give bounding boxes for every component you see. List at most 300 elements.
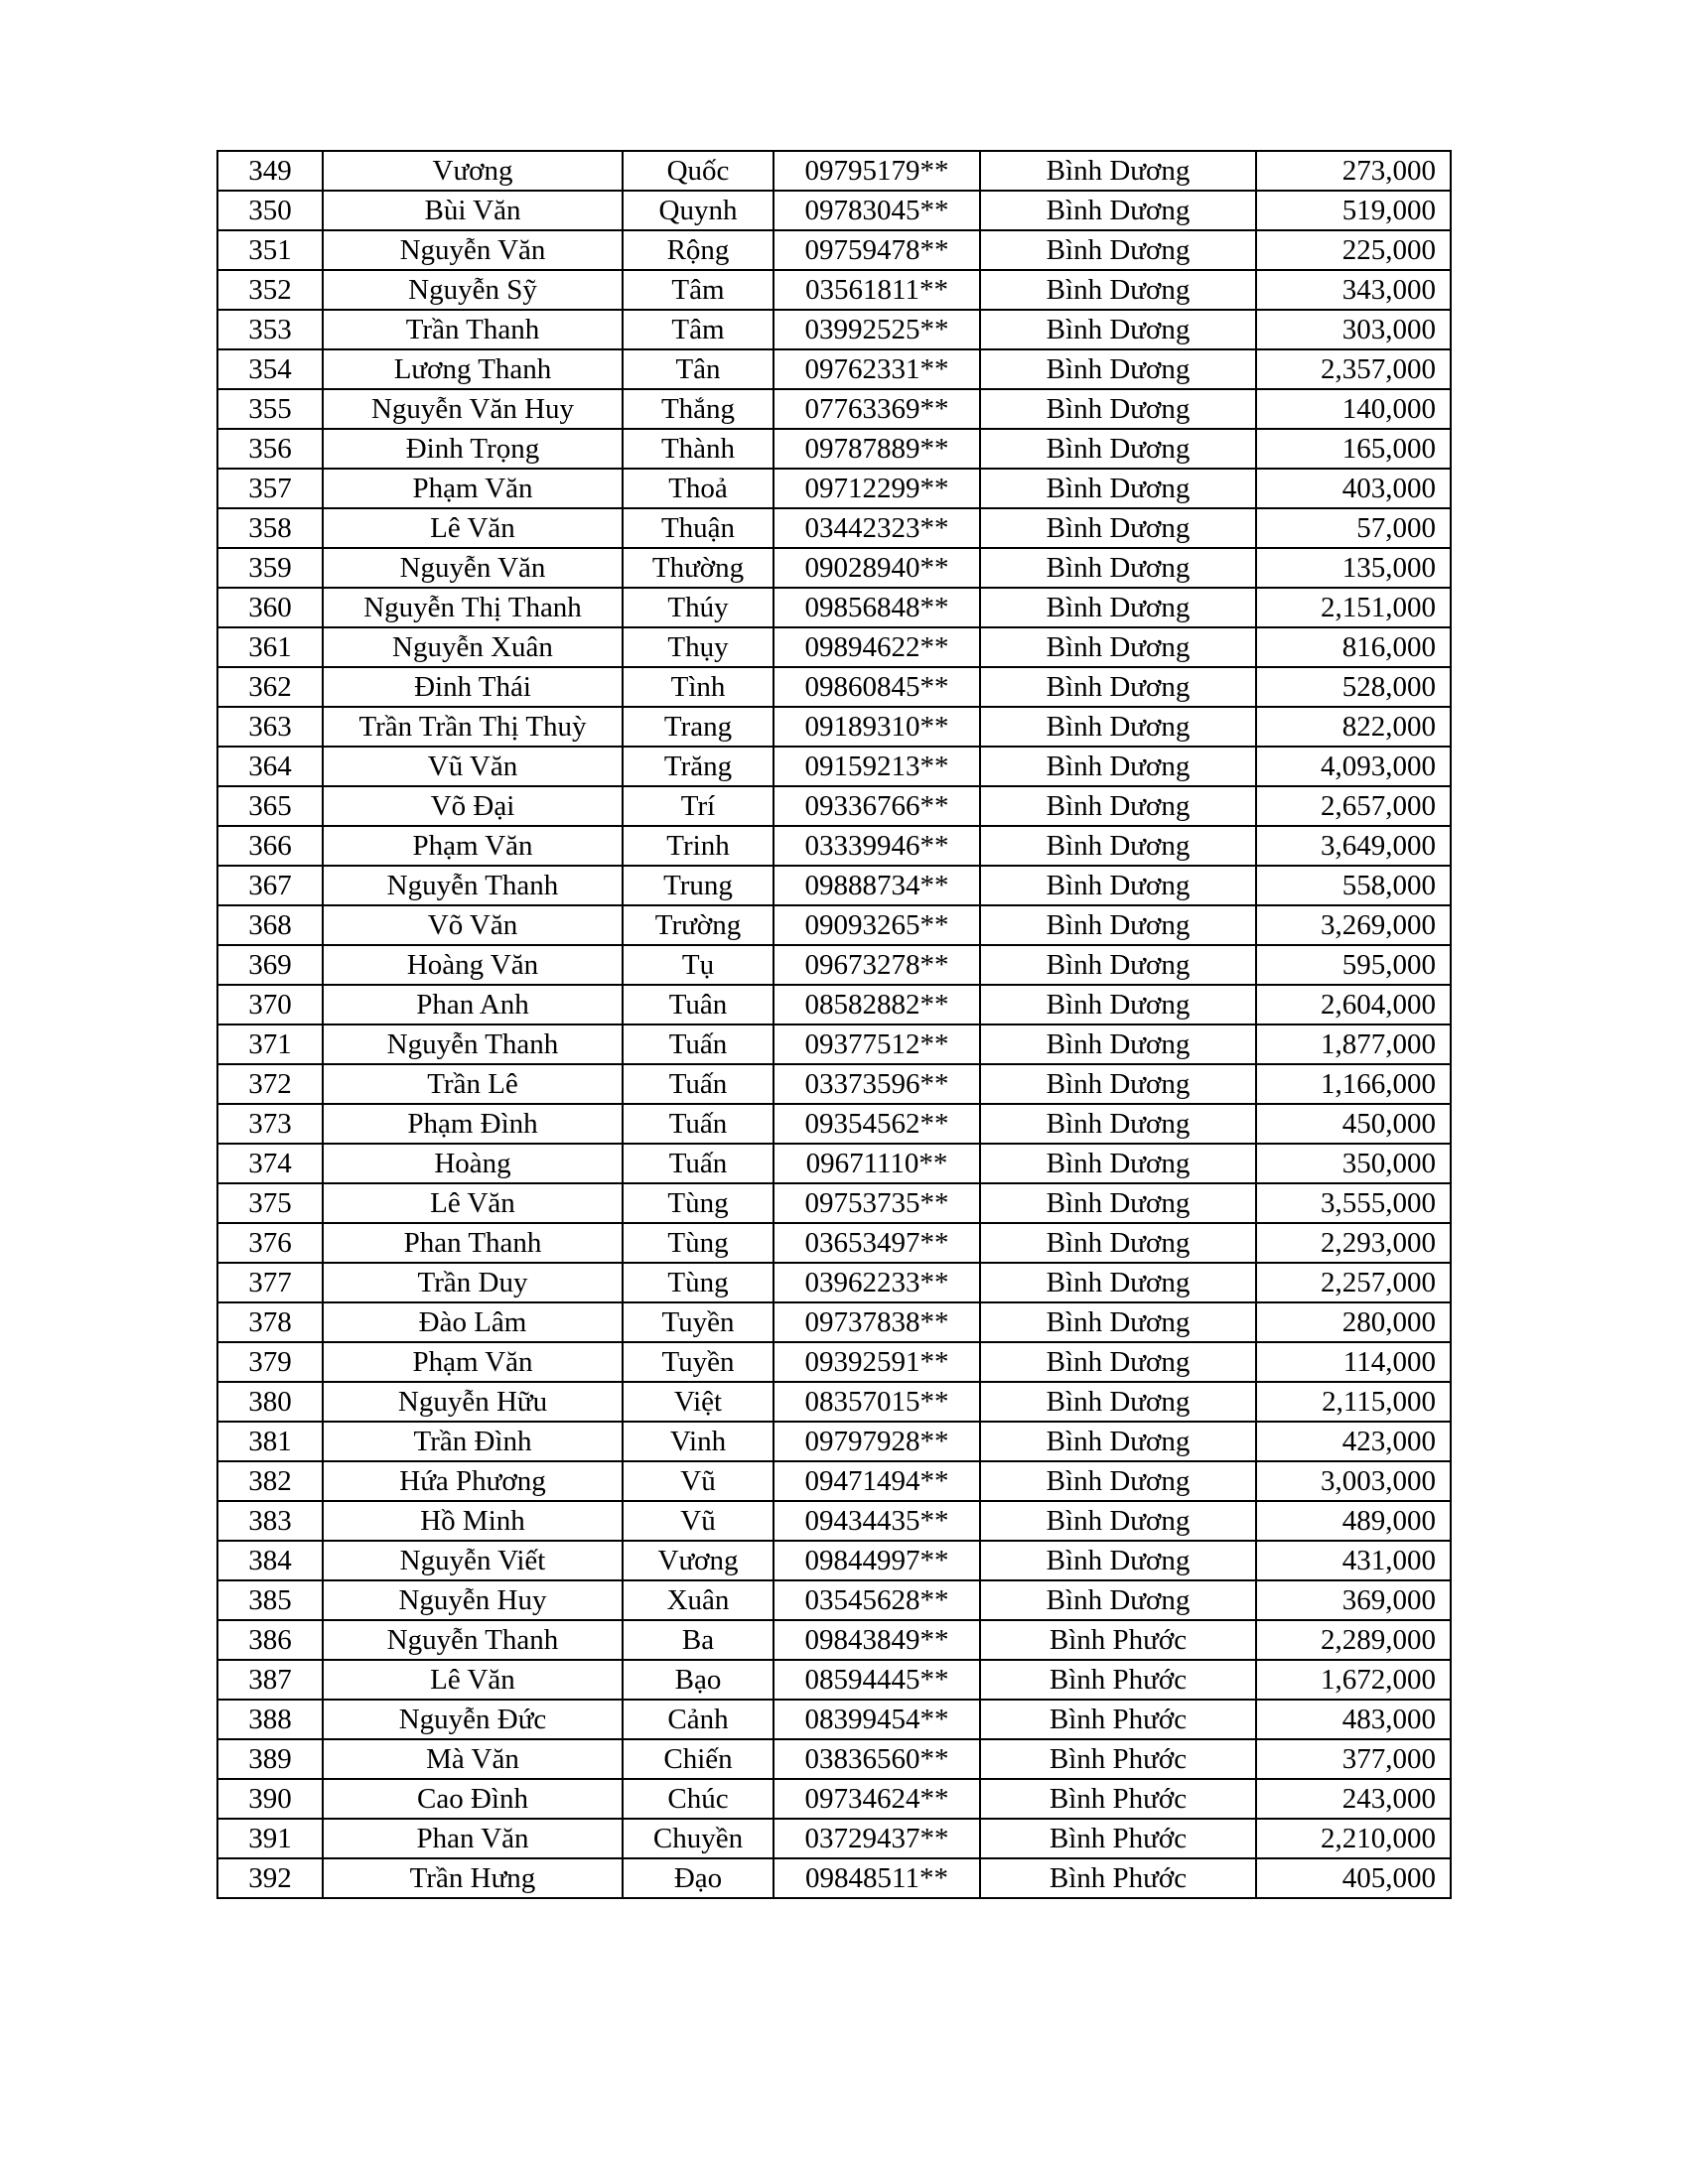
table-row [217,389,1451,429]
phone-cell: 03729437** [774,1819,980,1858]
province-cell: Bình Dương [980,1580,1256,1620]
row-number-cell: 374 [217,1144,323,1183]
phone-cell: 09843849** [774,1620,980,1660]
table-row [217,1779,1451,1819]
surname-cell: Nguyễn Văn [323,230,623,270]
given-name-cell: Cảnh [623,1700,774,1739]
table-row [217,230,1451,270]
province-cell: Bình Dương [980,1501,1256,1541]
amount-cell: 2,657,000 [1256,786,1451,826]
amount-cell: 450,000 [1256,1104,1451,1144]
province-cell: Bình Dương [980,1342,1256,1382]
surname-cell: Cao Đình [323,1779,623,1819]
row-number-cell: 386 [217,1620,323,1660]
surname-cell: Hồ Minh [323,1501,623,1541]
surname-cell: Đào Lâm [323,1302,623,1342]
surname-cell: Trần Lê [323,1064,623,1104]
table-row [217,826,1451,866]
row-number-cell: 375 [217,1183,323,1223]
surname-cell: Nguyễn Huy [323,1580,623,1620]
province-cell: Bình Phước [980,1739,1256,1779]
amount-cell: 2,210,000 [1256,1819,1451,1858]
given-name-cell: Trường [623,905,774,945]
province-cell: Bình Dương [980,310,1256,349]
row-number-cell: 373 [217,1104,323,1144]
row-number-cell: 369 [217,945,323,985]
amount-cell: 519,000 [1256,191,1451,230]
province-cell: Bình Phước [980,1620,1256,1660]
phone-cell: 09753735** [774,1183,980,1223]
given-name-cell: Ba [623,1620,774,1660]
phone-cell: 03836560** [774,1739,980,1779]
phone-cell: 09712299** [774,469,980,508]
amount-cell: 1,166,000 [1256,1064,1451,1104]
given-name-cell: Quốc [623,151,774,191]
amount-cell: 403,000 [1256,469,1451,508]
table-row [217,151,1451,191]
row-number-cell: 378 [217,1302,323,1342]
surname-cell: Phan Thanh [323,1223,623,1263]
amount-cell: 489,000 [1256,1501,1451,1541]
amount-cell: 369,000 [1256,1580,1451,1620]
surname-cell: Bùi Văn [323,191,623,230]
amount-cell: 816,000 [1256,627,1451,667]
row-number-cell: 392 [217,1858,323,1898]
province-cell: Bình Dương [980,1382,1256,1422]
surname-cell: Phan Anh [323,985,623,1024]
surname-cell: Nguyễn Văn [323,548,623,588]
amount-cell: 140,000 [1256,389,1451,429]
amount-cell: 57,000 [1256,508,1451,548]
given-name-cell: Thành [623,429,774,469]
table-row [217,905,1451,945]
phone-cell: 03442323** [774,508,980,548]
table-row [217,1700,1451,1739]
province-cell: Bình Dương [980,667,1256,707]
surname-cell: Trần Thanh [323,310,623,349]
given-name-cell: Tùng [623,1263,774,1302]
row-number-cell: 367 [217,866,323,905]
given-name-cell: Chiến [623,1739,774,1779]
surname-cell: Phạm Đình [323,1104,623,1144]
surname-cell: Lê Văn [323,1660,623,1700]
amount-cell: 528,000 [1256,667,1451,707]
province-cell: Bình Dương [980,1461,1256,1501]
given-name-cell: Trí [623,786,774,826]
province-cell: Bình Dương [980,270,1256,310]
phone-cell: 09759478** [774,230,980,270]
table-row [217,1183,1451,1223]
amount-cell: 4,093,000 [1256,747,1451,786]
amount-cell: 377,000 [1256,1739,1451,1779]
table-row [217,548,1451,588]
surname-cell: Đinh Thái [323,667,623,707]
given-name-cell: Trang [623,707,774,747]
given-name-cell: Trung [623,866,774,905]
given-name-cell: Tùng [623,1183,774,1223]
amount-cell: 483,000 [1256,1700,1451,1739]
row-number-cell: 357 [217,469,323,508]
row-number-cell: 358 [217,508,323,548]
phone-cell: 09671110** [774,1144,980,1183]
province-cell: Bình Dương [980,1144,1256,1183]
table-row [217,747,1451,786]
province-cell: Bình Phước [980,1779,1256,1819]
province-cell: Bình Dương [980,349,1256,389]
given-name-cell: Trinh [623,826,774,866]
amount-cell: 2,257,000 [1256,1263,1451,1302]
phone-cell: 09028940** [774,548,980,588]
province-cell: Bình Dương [980,1541,1256,1580]
amount-cell: 3,649,000 [1256,826,1451,866]
row-number-cell: 381 [217,1422,323,1461]
phone-cell: 09392591** [774,1342,980,1382]
table-row [217,1144,1451,1183]
amount-cell: 2,357,000 [1256,349,1451,389]
row-number-cell: 389 [217,1739,323,1779]
given-name-cell: Tuyền [623,1342,774,1382]
given-name-cell: Tân [623,349,774,389]
given-name-cell: Vũ [623,1461,774,1501]
surname-cell: Đinh Trọng [323,429,623,469]
row-number-cell: 359 [217,548,323,588]
given-name-cell: Tuân [623,985,774,1024]
province-cell: Bình Dương [980,1302,1256,1342]
table-row [217,667,1451,707]
given-name-cell: Việt [623,1382,774,1422]
table-row [217,1541,1451,1580]
surname-cell: Phạm Văn [323,469,623,508]
row-number-cell: 372 [217,1064,323,1104]
amount-cell: 595,000 [1256,945,1451,985]
table-row [217,1024,1451,1064]
table-row [217,1858,1451,1898]
table-row [217,270,1451,310]
recipient-table [216,150,1452,1899]
province-cell: Bình Dương [980,1183,1256,1223]
phone-cell: 08582882** [774,985,980,1024]
row-number-cell: 364 [217,747,323,786]
phone-cell: 03545628** [774,1580,980,1620]
phone-cell: 09336766** [774,786,980,826]
phone-cell: 09734624** [774,1779,980,1819]
province-cell: Bình Dương [980,826,1256,866]
amount-cell: 423,000 [1256,1422,1451,1461]
phone-cell: 09159213** [774,747,980,786]
province-cell: Bình Dương [980,191,1256,230]
amount-cell: 350,000 [1256,1144,1451,1183]
table-row [217,627,1451,667]
given-name-cell: Tụ [623,945,774,985]
table-row [217,1819,1451,1858]
amount-cell: 2,115,000 [1256,1382,1451,1422]
table-row [217,1263,1451,1302]
province-cell: Bình Dương [980,429,1256,469]
given-name-cell: Vương [623,1541,774,1580]
row-number-cell: 385 [217,1580,323,1620]
amount-cell: 343,000 [1256,270,1451,310]
province-cell: Bình Dương [980,588,1256,627]
surname-cell: Nguyễn Hữu [323,1382,623,1422]
province-cell: Bình Dương [980,389,1256,429]
phone-cell: 09189310** [774,707,980,747]
surname-cell: Lê Văn [323,508,623,548]
row-number-cell: 380 [217,1382,323,1422]
row-number-cell: 349 [217,151,323,191]
phone-cell: 03373596** [774,1064,980,1104]
row-number-cell: 390 [217,1779,323,1819]
amount-cell: 273,000 [1256,151,1451,191]
given-name-cell: Tâm [623,310,774,349]
row-number-cell: 371 [217,1024,323,1064]
phone-cell: 09797928** [774,1422,980,1461]
table-row [217,1342,1451,1382]
given-name-cell: Tùng [623,1223,774,1263]
phone-cell: 03962233** [774,1263,980,1302]
given-name-cell: Bạo [623,1660,774,1700]
province-cell: Bình Dương [980,230,1256,270]
table-row [217,1501,1451,1541]
amount-cell: 1,672,000 [1256,1660,1451,1700]
table-row [217,191,1451,230]
amount-cell: 165,000 [1256,429,1451,469]
given-name-cell: Vũ [623,1501,774,1541]
given-name-cell: Thuận [623,508,774,548]
table-row [217,945,1451,985]
phone-cell: 09795179** [774,151,980,191]
phone-cell: 09762331** [774,349,980,389]
row-number-cell: 363 [217,707,323,747]
phone-cell: 09471494** [774,1461,980,1501]
given-name-cell: Tuấn [623,1064,774,1104]
amount-cell: 431,000 [1256,1541,1451,1580]
given-name-cell: Xuân [623,1580,774,1620]
amount-cell: 135,000 [1256,548,1451,588]
table-row [217,349,1451,389]
surname-cell: Phạm Văn [323,826,623,866]
given-name-cell: Thường [623,548,774,588]
province-cell: Bình Dương [980,627,1256,667]
surname-cell: Vũ Văn [323,747,623,786]
phone-cell: 03653497** [774,1223,980,1263]
table-body [217,151,1451,1898]
phone-cell: 08594445** [774,1660,980,1700]
phone-cell: 09737838** [774,1302,980,1342]
given-name-cell: Rộng [623,230,774,270]
row-number-cell: 391 [217,1819,323,1858]
surname-cell: Hoàng [323,1144,623,1183]
given-name-cell: Tuấn [623,1024,774,1064]
row-number-cell: 368 [217,905,323,945]
province-cell: Bình Dương [980,1263,1256,1302]
amount-cell: 558,000 [1256,866,1451,905]
surname-cell: Mà Văn [323,1739,623,1779]
surname-cell: Trần Đình [323,1422,623,1461]
table-row [217,429,1451,469]
phone-cell: 03992525** [774,310,980,349]
row-number-cell: 377 [217,1263,323,1302]
amount-cell: 3,003,000 [1256,1461,1451,1501]
phone-cell: 09856848** [774,588,980,627]
row-number-cell: 379 [217,1342,323,1382]
surname-cell: Nguyễn Văn Huy [323,389,623,429]
given-name-cell: Thắng [623,389,774,429]
surname-cell: Hứa Phương [323,1461,623,1501]
row-number-cell: 362 [217,667,323,707]
province-cell: Bình Dương [980,469,1256,508]
table-row [217,1302,1451,1342]
phone-cell: 09673278** [774,945,980,985]
phone-cell: 09787889** [774,429,980,469]
province-cell: Bình Dương [980,786,1256,826]
surname-cell: Nguyễn Xuân [323,627,623,667]
province-cell: Bình Dương [980,1223,1256,1263]
row-number-cell: 351 [217,230,323,270]
amount-cell: 822,000 [1256,707,1451,747]
table-row [217,1660,1451,1700]
amount-cell: 243,000 [1256,1779,1451,1819]
surname-cell: Nguyễn Viết [323,1541,623,1580]
surname-cell: Võ Văn [323,905,623,945]
phone-cell: 09434435** [774,1501,980,1541]
table-row [217,310,1451,349]
amount-cell: 1,877,000 [1256,1024,1451,1064]
surname-cell: Hoàng Văn [323,945,623,985]
surname-cell: Nguyễn Thanh [323,1024,623,1064]
surname-cell: Phan Văn [323,1819,623,1858]
table-row [217,1104,1451,1144]
given-name-cell: Thoả [623,469,774,508]
province-cell: Bình Phước [980,1858,1256,1898]
surname-cell: Võ Đại [323,786,623,826]
given-name-cell: Vinh [623,1422,774,1461]
surname-cell: Nguyễn Đức [323,1700,623,1739]
province-cell: Bình Dương [980,945,1256,985]
province-cell: Bình Dương [980,905,1256,945]
table-row [217,707,1451,747]
surname-cell: Trần Hưng [323,1858,623,1898]
province-cell: Bình Dương [980,866,1256,905]
amount-cell: 225,000 [1256,230,1451,270]
row-number-cell: 361 [217,627,323,667]
surname-cell: Trần Duy [323,1263,623,1302]
province-cell: Bình Dương [980,548,1256,588]
province-cell: Bình Phước [980,1660,1256,1700]
given-name-cell: Trăng [623,747,774,786]
province-cell: Bình Dương [980,1422,1256,1461]
province-cell: Bình Phước [980,1700,1256,1739]
phone-cell: 09848511** [774,1858,980,1898]
given-name-cell: Tâm [623,270,774,310]
row-number-cell: 353 [217,310,323,349]
row-number-cell: 388 [217,1700,323,1739]
phone-cell: 09377512** [774,1024,980,1064]
amount-cell: 280,000 [1256,1302,1451,1342]
table-row [217,469,1451,508]
phone-cell: 08399454** [774,1700,980,1739]
row-number-cell: 370 [217,985,323,1024]
given-name-cell: Chúc [623,1779,774,1819]
phone-cell: 08357015** [774,1382,980,1422]
surname-cell: Nguyễn Thanh [323,866,623,905]
given-name-cell: Tuyền [623,1302,774,1342]
table-row [217,985,1451,1024]
table-row [217,786,1451,826]
surname-cell: Phạm Văn [323,1342,623,1382]
row-number-cell: 356 [217,429,323,469]
row-number-cell: 366 [217,826,323,866]
surname-cell: Vương [323,151,623,191]
row-number-cell: 350 [217,191,323,230]
surname-cell: Nguyễn Thanh [323,1620,623,1660]
row-number-cell: 376 [217,1223,323,1263]
province-cell: Bình Dương [980,1104,1256,1144]
table-row [217,1580,1451,1620]
surname-cell: Nguyễn Thị Thanh [323,588,623,627]
amount-cell: 2,293,000 [1256,1223,1451,1263]
province-cell: Bình Phước [980,1819,1256,1858]
row-number-cell: 365 [217,786,323,826]
table-row [217,866,1451,905]
surname-cell: Lương Thanh [323,349,623,389]
surname-cell: Lê Văn [323,1183,623,1223]
phone-cell: 09354562** [774,1104,980,1144]
given-name-cell: Tuấn [623,1144,774,1183]
given-name-cell: Thúy [623,588,774,627]
phone-cell: 09894622** [774,627,980,667]
phone-cell: 09888734** [774,866,980,905]
given-name-cell: Chuyền [623,1819,774,1858]
given-name-cell: Tuấn [623,1104,774,1144]
given-name-cell: Tình [623,667,774,707]
phone-cell: 09093265** [774,905,980,945]
phone-cell: 09844997** [774,1541,980,1580]
row-number-cell: 387 [217,1660,323,1700]
row-number-cell: 384 [217,1541,323,1580]
table-row [217,1620,1451,1660]
row-number-cell: 360 [217,588,323,627]
amount-cell: 2,151,000 [1256,588,1451,627]
amount-cell: 3,269,000 [1256,905,1451,945]
given-name-cell: Đạo [623,1858,774,1898]
amount-cell: 114,000 [1256,1342,1451,1382]
province-cell: Bình Dương [980,707,1256,747]
province-cell: Bình Dương [980,151,1256,191]
amount-cell: 405,000 [1256,1858,1451,1898]
amount-cell: 2,289,000 [1256,1620,1451,1660]
province-cell: Bình Dương [980,1024,1256,1064]
row-number-cell: 354 [217,349,323,389]
row-number-cell: 382 [217,1461,323,1501]
row-number-cell: 352 [217,270,323,310]
table-row [217,1461,1451,1501]
table-row [217,1739,1451,1779]
phone-cell: 07763369** [774,389,980,429]
surname-cell: Nguyễn Sỹ [323,270,623,310]
amount-cell: 3,555,000 [1256,1183,1451,1223]
row-number-cell: 355 [217,389,323,429]
amount-cell: 2,604,000 [1256,985,1451,1024]
table-row [217,1422,1451,1461]
phone-cell: 09783045** [774,191,980,230]
province-cell: Bình Dương [980,1064,1256,1104]
table-row [217,1223,1451,1263]
table-row [217,1382,1451,1422]
province-cell: Bình Dương [980,985,1256,1024]
province-cell: Bình Dương [980,508,1256,548]
row-number-cell: 383 [217,1501,323,1541]
table-row [217,508,1451,548]
